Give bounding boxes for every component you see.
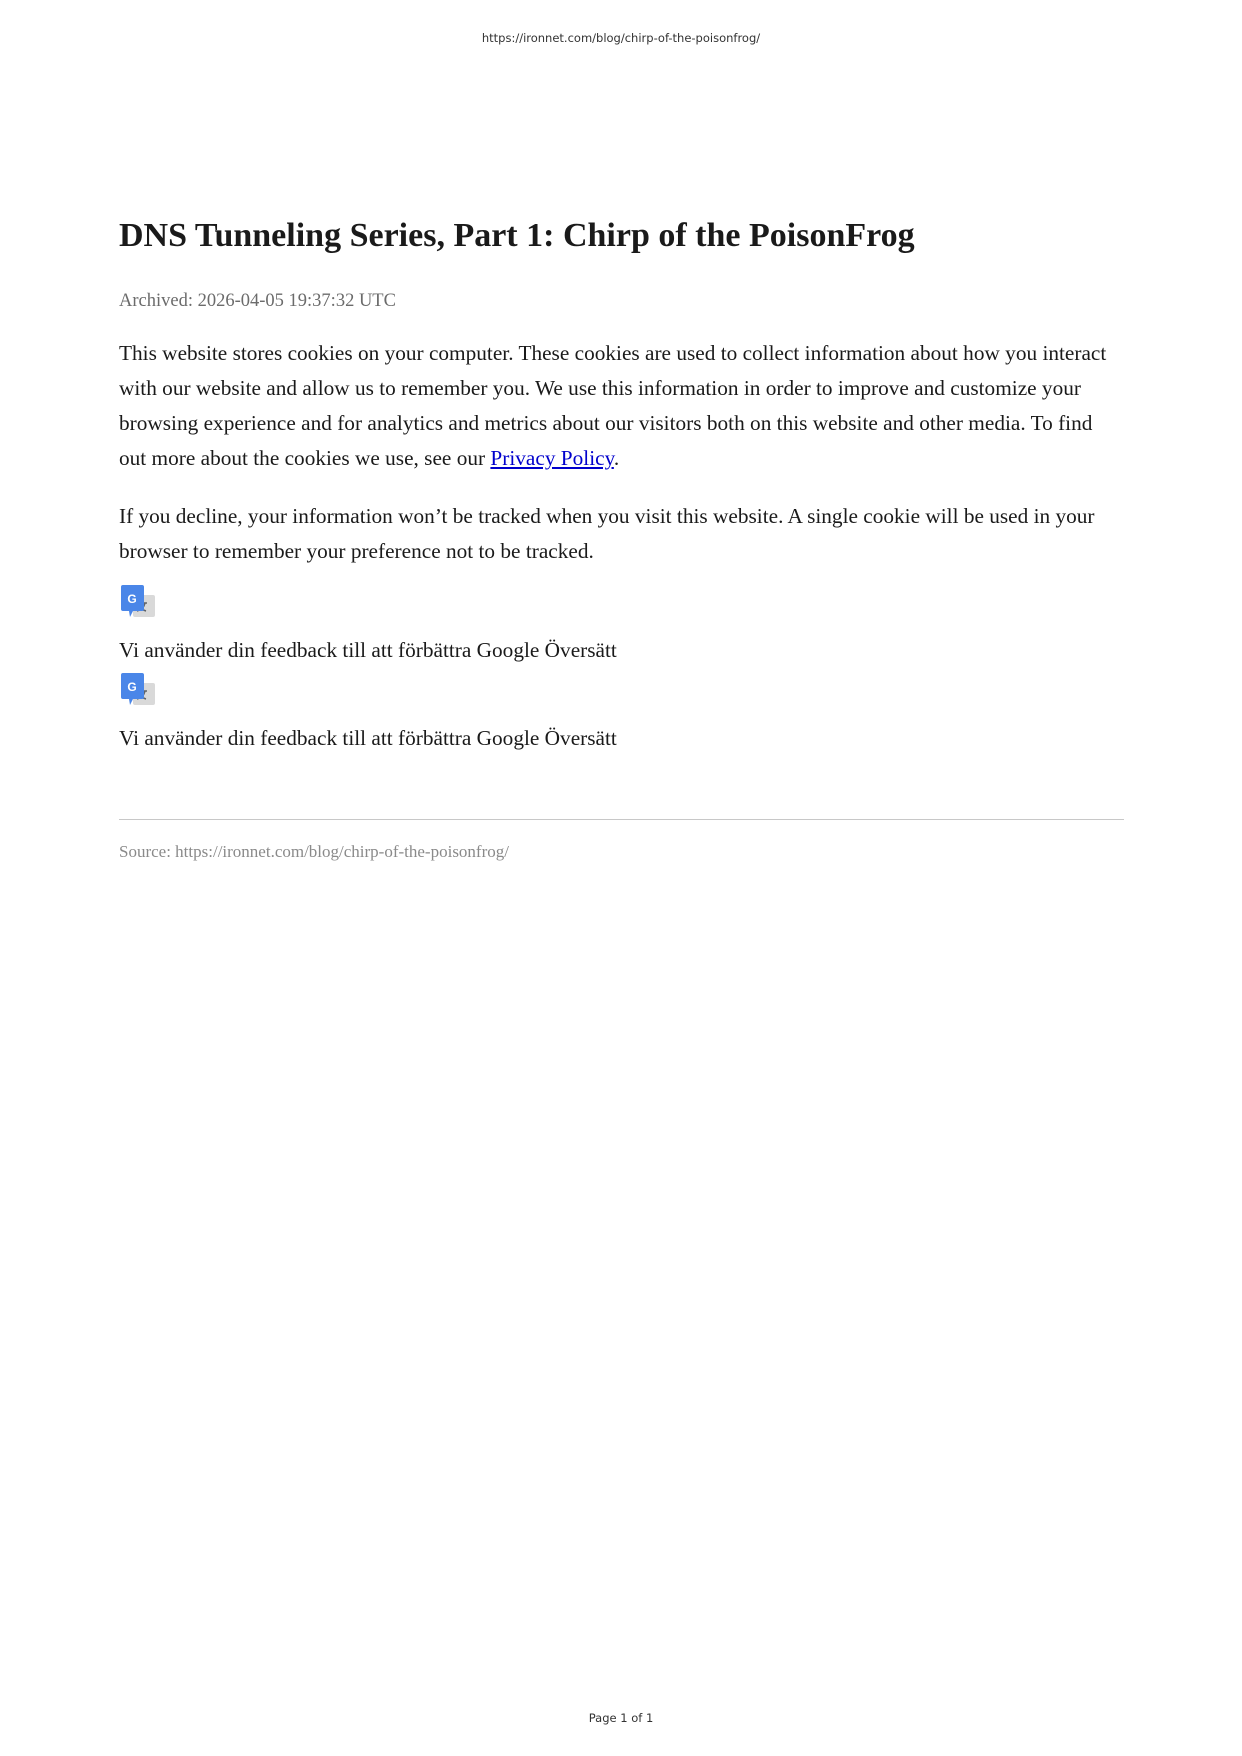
archived-timestamp: Archived: 2026-04-05 19:37:32 UTC (119, 291, 396, 311)
page-header-url: https://ironnet.com/blog/chirp-of-the-poisonfrog/ (481, 31, 761, 45)
svg-text:G: G (127, 592, 137, 606)
svg-text:G: G (127, 680, 137, 694)
translate-feedback-item (119, 583, 1124, 665)
translate-feedback-text: Vi använder din feedback till att förbättra Google Översätt (119, 726, 617, 750)
article-title: DNS Tunneling Series, Part 1: Chirp of the PoisonFrog (119, 217, 915, 254)
article (119, 210, 1124, 864)
translate-feedback-text: Vi använder din feedback till att förbättra Google Översätt (119, 638, 617, 662)
source-divider (119, 819, 1124, 820)
cookie-notice-paragraph (119, 336, 1124, 476)
google-translate-icon (119, 583, 157, 621)
source-url: Source: https://ironnet.com/blog/chirp-of-the-poisonfrog/ (119, 842, 509, 861)
decline-notice-paragraph: If you decline, your information won’t be tracked when you visit this website. A single cookie will be used in your browser to remember your preference not to be tracked. (119, 504, 1095, 563)
translate-feedback-item (119, 671, 1124, 753)
google-translate-icon (119, 671, 157, 709)
cookie-notice-end: . (613, 446, 620, 470)
privacy-policy-link[interactable]: Privacy Policy (490, 446, 614, 470)
page-number: Page 1 of 1 (588, 1711, 654, 1725)
cookie-notice-text: This website stores cookies on your computer. These cookies are used to collect information about how you interact with our website and allow us to remember you. We use this information in order to improve and customize your browsing experience and for analytics and metrics about our visitors both on this website and other media. To find out more about the cookies we use, see our (119, 341, 1107, 470)
